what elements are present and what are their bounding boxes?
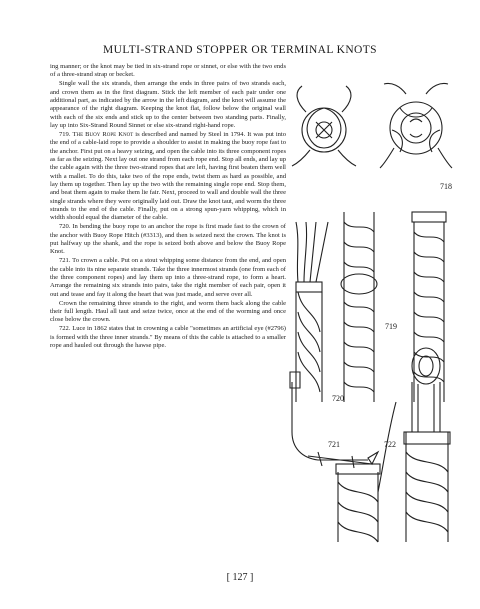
fig-719-cable (341, 212, 377, 402)
fig-719-unlaid-strands (296, 222, 328, 402)
fig-720-anchor (290, 372, 378, 468)
fig-718-left-diagram (292, 86, 356, 166)
fig-718-right-diagram (380, 83, 452, 168)
paragraph-722: 722. Luce in 1862 states that in crowning a cable "sometimes an artificial eye (#2796) is formed with the three inner strands." By means of this the cable is attached to a smaller rope and hauled out through the hawse pipe. (50, 325, 286, 349)
page-header: MULTI-STRAND STOPPER OR TERMINAL KNOTS (103, 44, 377, 56)
buoy-rope-knot-term: The Buoy Rope Knot (72, 130, 134, 138)
figure-720-label: 720 (332, 394, 344, 403)
paragraph-719-number: 719. (59, 130, 71, 138)
figure-719-label: 719 (385, 322, 397, 331)
fig-719-finished-rope (412, 212, 446, 402)
paragraph-720: 720. In bending the buoy rope to an anchor the rope is first made fast to the crown of the anchor with Buoy Rope Hitch (#3313), and then is seized next the crown. The knot is put halfway up the shank, and the rope is seized both above and below the Buoy Rope Knot. (50, 223, 286, 256)
paragraph-719-text: is described and named by Steel in 1794. It was put into the end of a cable-laid rope to provide a shoulder to assist in making the buoy rope fast to the anchor. First put on a heavy seizing, and open the cable into its three component ropes as far as the seizing. Next lay out one strand from each rope end. Stop all ends, and lay up the cable again with the three two-strand ropes that are left, having first beaten them well with a mallet. To do this, take two of the rope ends, twist them as hard as possible, and lay them up together. Then lay up the two with the remaining single rope end. Stop them, and beat them again to make them lie fair. Next, proceed to wall and double wall the three single strands where they were originally laid out. Draw the knot taut, and worm the three strands to the end of the cable. Finally, put on a strong spun-yarn whipping, which in width should equal the diameter of the cable. (50, 130, 287, 222)
figure-column (288, 72, 466, 544)
paragraph-718: Single wall the six strands, then arrange the ends in three pairs of two strands each, and crown them as in the first diagram. Stick the left member of each pair under one additional part, as indicated by the arrow in the left diagram, and the knot will assume the appearance of the right diagram. Keeping the knot flat, follow below the original wall with each of the six ends and stick up to the center between two standing parts. Finally, lay up into Six-Strand Round Sinnet or else six-strand right-hand rope. (50, 80, 286, 129)
fig-721-crowned-cable (336, 464, 380, 542)
paragraph-continuation: ing manner; or the knot may be tied in six-strand rope or sinnet, or else with the two ends of a three-strand strap or becket. (50, 63, 286, 79)
paragraph-719 (50, 131, 286, 223)
figure-718-label: 718 (440, 182, 452, 191)
figure-721-label: 721 (328, 440, 340, 449)
paragraph-721: 721. To crown a cable. Put on a stout whipping some distance from the end, and open the cable into its nine separate strands. Take the three innermost strands (one from each of the three component ropes) and lay them up into a three-strand rope, to form a heart. Arrange the remaining six strands into pairs, take the right member of each pair, open it out and tease and fay it along the heart that was just made, and serve over all. (50, 257, 286, 298)
paragraph-721-continued: Crown the remaining three strands to the right, and worm them back along the cable their full length. Haul all taut and seize twice, once at the end of the worming and once close below the crown. (50, 299, 286, 324)
page-number: [ 127 ] (226, 572, 254, 583)
body-text (50, 63, 286, 350)
figure-722-label: 722 (384, 440, 396, 449)
knot-illustrations (288, 72, 466, 544)
